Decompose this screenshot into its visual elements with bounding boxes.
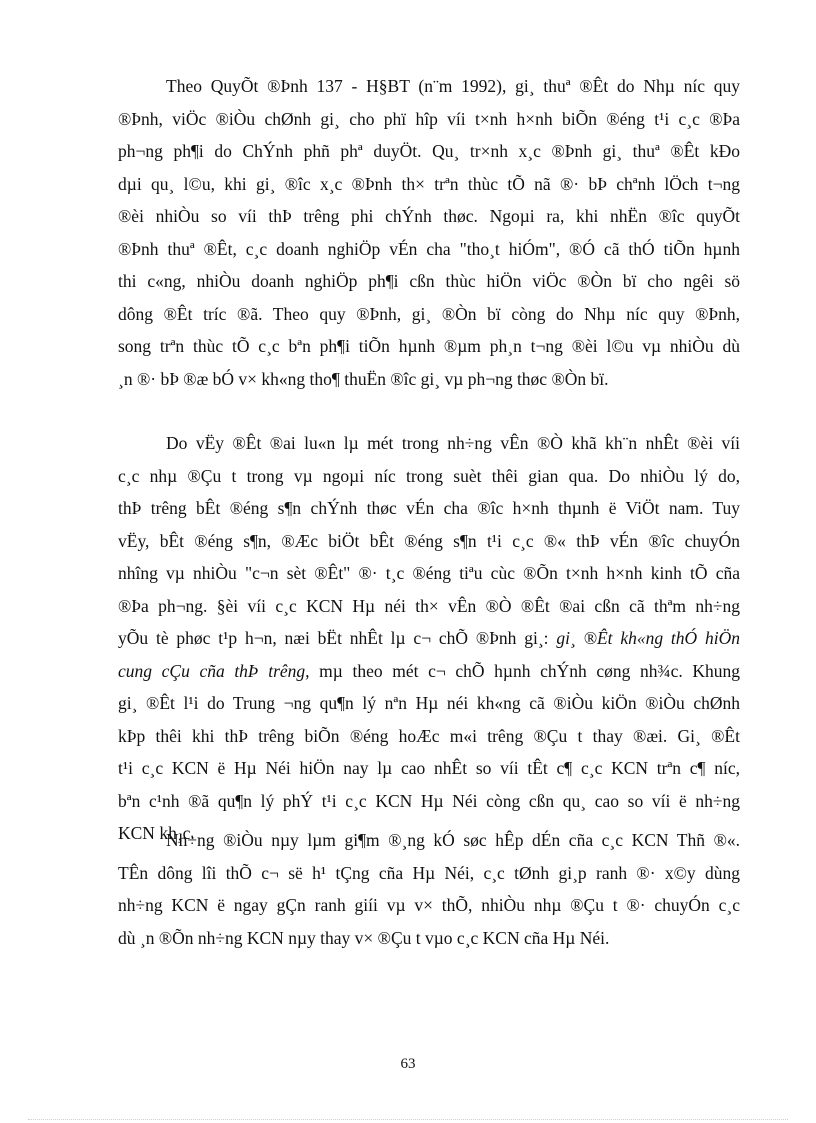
text-line: Theo QuyÕt ®Þnh 137 - H§BT (n¨m 1992), gi¸ thuª ®Êt do Nhµ níc quy xyxy=(166,76,740,96)
text-segment: yÕu tè phøc t¹p h¬n, næi bËt nhÊt lµ c¬ chÕ ®Þnh gi¸: xyxy=(118,628,557,648)
text-line: kÞp thêi khi thÞ trêng biÕn ®éng hoÆc m«i trêng ®Çu t thay ®æi. Gi¸ ®Êt xyxy=(118,725,740,746)
text-line-with-italic xyxy=(118,655,740,688)
text-line: ®Þa ph¬ng. §èi víi c¸c KCN Hµ néi th× vÊn ®Ò ®Êt ®ai cßn cã thªm nh÷ng xyxy=(118,595,740,616)
text-line: nh÷ng KCN ë ngay gÇn ranh giíi vµ v× thÕ, nhiÒu nhµ ®Çu t ®· chuyÓn c¸c xyxy=(118,895,740,915)
text-line: c¸c nhµ ®Çu t trong vµ ngoµi níc trong suèt thêi gian qua. Do nhiÒu lý do, xyxy=(118,465,740,486)
text-line: thÞ trêng bÊt ®éng s¶n chÝnh thøc vÉn cha ®îc h×nh thµnh ë ViÖt nam. Tuy xyxy=(118,498,740,518)
text-segment: mµ theo mét c¬ chÕ hµnh chÝnh cøng nh¾c. Khung xyxy=(309,660,740,681)
text-line: ¸n ®· bÞ ®æ bÓ v× kh«ng tho¶ thuËn ®îc gi¸ vµ ph¬ng thøc ®Òn bï. xyxy=(118,368,609,389)
text-line: dù ¸n ®Õn nh÷ng KCN nµy thay v× ®Çu t vµo c¸c KCN cña Hµ Néi. xyxy=(118,927,610,948)
text-line: ®Þnh thuª ®Êt, c¸c doanh nghiÖp vÉn cha "tho¸t hiÓm", ®Ó cã thÓ tiÕn hµnh xyxy=(118,238,740,259)
text-line: dông ®Êt tríc ®ã. Theo quy ®Þnh, gi¸ ®Òn bï còng do Nhµ níc quy ®Þnh, xyxy=(118,303,740,324)
text-line: TÊn dông lîi thÕ c¬ së h¹ tÇng cña Hµ Néi, c¸c tØnh gi¸p ranh ®· x©y dùng xyxy=(118,862,740,883)
italic-text-segment: gi¸ ®Êt kh«ng thÓ hiÖn xyxy=(556,628,740,648)
text-line: KCN kh¸c. xyxy=(118,823,195,843)
page-bottom-rule xyxy=(28,1119,788,1120)
text-line: song trªn thùc tÕ c¸c bªn ph¶i tiÕn hµnh ®µm ph¸n t¬ng ®èi l©u vµ nhiÒu dù xyxy=(118,336,740,356)
text-line: gi¸ ®Êt l¹i do Trung ¬ng qu¶n lý nªn Hµ néi kh«ng cã ®iÒu kiÖn ®iÒu chØnh xyxy=(118,693,740,713)
text-line: ph¬ng ph¶i do ChÝnh phñ phª duyÖt. Qu¸ tr×nh x¸c ®Þnh gi¸ thuª ®Êt kÐo xyxy=(118,141,740,161)
paragraph-land-lease-decision xyxy=(118,70,740,395)
text-line-with-italic xyxy=(118,622,740,655)
text-line: bªn c¹nh ®ã qu¶n lý phÝ t¹i c¸c KCN Hµ Néi còng cßn qu¸ cao so víi ë nh÷ng xyxy=(118,790,740,811)
text-line: thi c«ng, nhiÒu doanh nghiÖp ph¶i cßn thùc hiÖn viÖc ®Òn bï cho ngêi sö xyxy=(118,271,740,291)
text-line: dµi qu¸ l©u, khi gi¸ ®îc x¸c ®Þnh th× trªn thùc tÕ nã ®· bÞ chªnh lÖch t¬ng xyxy=(118,173,740,194)
paragraph-kcn-attractiveness xyxy=(118,824,740,954)
text-line: vËy, bÊt ®éng s¶n, ®Æc biÖt bÊt ®éng s¶n t¹i c¸c ®« thÞ vÉn ®îc chuyÓn xyxy=(118,530,740,551)
text-line: Nh÷ng ®iÒu nµy lµm gi¶m ®¸ng kÓ søc hÊp dÉn cña c¸c KCN Thñ ®«. xyxy=(166,830,740,850)
page-number: 63 xyxy=(400,1056,416,1072)
text-line: ®èi nhiÒu so víi thÞ trêng phi chÝnh thøc. Ngoµi ra, khi nhËn ®îc quyÕt xyxy=(118,206,740,226)
text-line: Do vËy ®Êt ®ai lu«n lµ mét trong nh÷ng vÊn ®Ò khã kh¨n nhÊt ®èi víi xyxy=(166,433,740,453)
paragraph-land-issues xyxy=(118,427,740,850)
text-line: t¹i c¸c KCN ë Hµ Néi hiÖn nay lµ cao nhÊt so víi tÊt c¶ c¸c KCN trªn c¶ níc, xyxy=(118,758,740,778)
italic-text-segment: cung cÇu cña thÞ trêng, xyxy=(118,660,310,681)
text-line: nhîng vµ nhiÒu "c¬n sèt ®Êt" ®· t¸c ®éng tiªu cùc ®Õn t×nh h×nh kinh tÕ cña xyxy=(118,563,740,583)
text-line: ®Þnh, viÖc ®iÒu chØnh gi¸ cho phï hîp víi t×nh h×nh biÕn ®éng t¹i c¸c ®Þa xyxy=(118,108,740,129)
